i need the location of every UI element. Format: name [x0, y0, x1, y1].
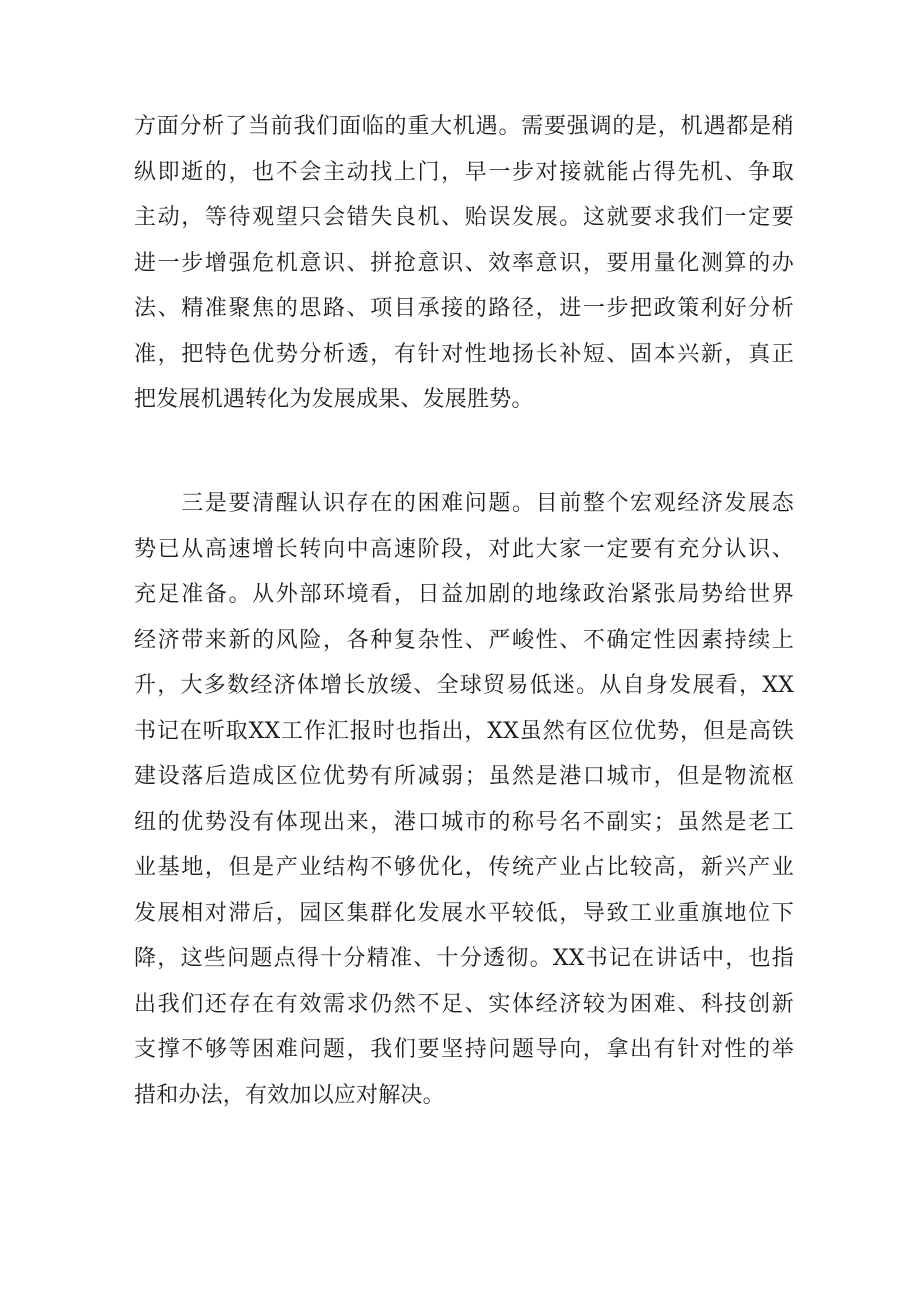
text-line: 经济带来新的风险，各种复杂性、严峻性、不确定性因素持续上 — [134, 627, 794, 653]
text-line: 支撑不够等困难问题，我们要坚持问题导向，拿出有针对性的举 — [134, 1037, 794, 1062]
text-line: 法、精准聚焦的思路、项目承接的路径，进一步把政策利好分析 — [134, 296, 794, 321]
text-line: 准，把特色优势分析透，有针对性地扬长补短、固本兴新，真正 — [134, 341, 794, 367]
text-line: 建设落后造成区位优势有所减弱；虽然是港口城市，但是物流枢 — [134, 764, 794, 789]
text-line: 书记在听取XX工作汇报时也指出，XX虽然有区位优势，但是高铁 — [134, 718, 794, 744]
paragraph-difficulties — [134, 481, 794, 1118]
text-line: 升，大多数经济体增长放缓、全球贸易低迷。从自身发展看，XX — [134, 673, 794, 698]
text-line: 纽的优势没有体现出来，港口城市的称号名不副实；虽然是老工 — [134, 809, 794, 835]
text-line: 三是要清醒认识存在的困难问题。目前整个宏观经济发展态 — [134, 491, 794, 516]
text-line: 充足准备。从外部环境看，日益加剧的地缘政治紧张局势给世界 — [134, 582, 794, 607]
text-line: 业基地，但是产业结构不够优化，传统产业占比较高，新兴产业 — [134, 855, 794, 880]
paragraph-opportunities — [134, 104, 794, 423]
text-line: 主动，等待观望只会错失良机、贻误发展。这就要求我们一定要 — [134, 205, 794, 230]
text-line: 进一步增强危机意识、拼抢意识、效率意识，要用量化测算的办 — [134, 250, 794, 276]
text-line: 出我们还存在有效需求仍然不足、实体经济较为困难、科技创新 — [134, 991, 794, 1017]
text-line: 发展相对滞后，园区集群化发展水平较低，导致工业重旗地位下 — [134, 900, 794, 926]
text-line: 降，这些问题点得十分精准、十分透彻。XX书记在讲话中，也指 — [134, 946, 794, 971]
text-line: 措和办法，有效加以应对解决。 — [134, 1082, 445, 1108]
text-line: 把发展机遇转化为发展成果、发展胜势。 — [134, 387, 534, 412]
text-line: 势已从高速增长转向中高速阶段，对此大家一定要有充分认识、 — [134, 536, 794, 562]
text-line: 纵即逝的，也不会主动找上门，早一步对接就能占得先机、争取 — [134, 159, 794, 185]
text-line: 方面分析了当前我们面临的重大机遇。需要强调的是，机遇都是稍 — [134, 114, 794, 139]
